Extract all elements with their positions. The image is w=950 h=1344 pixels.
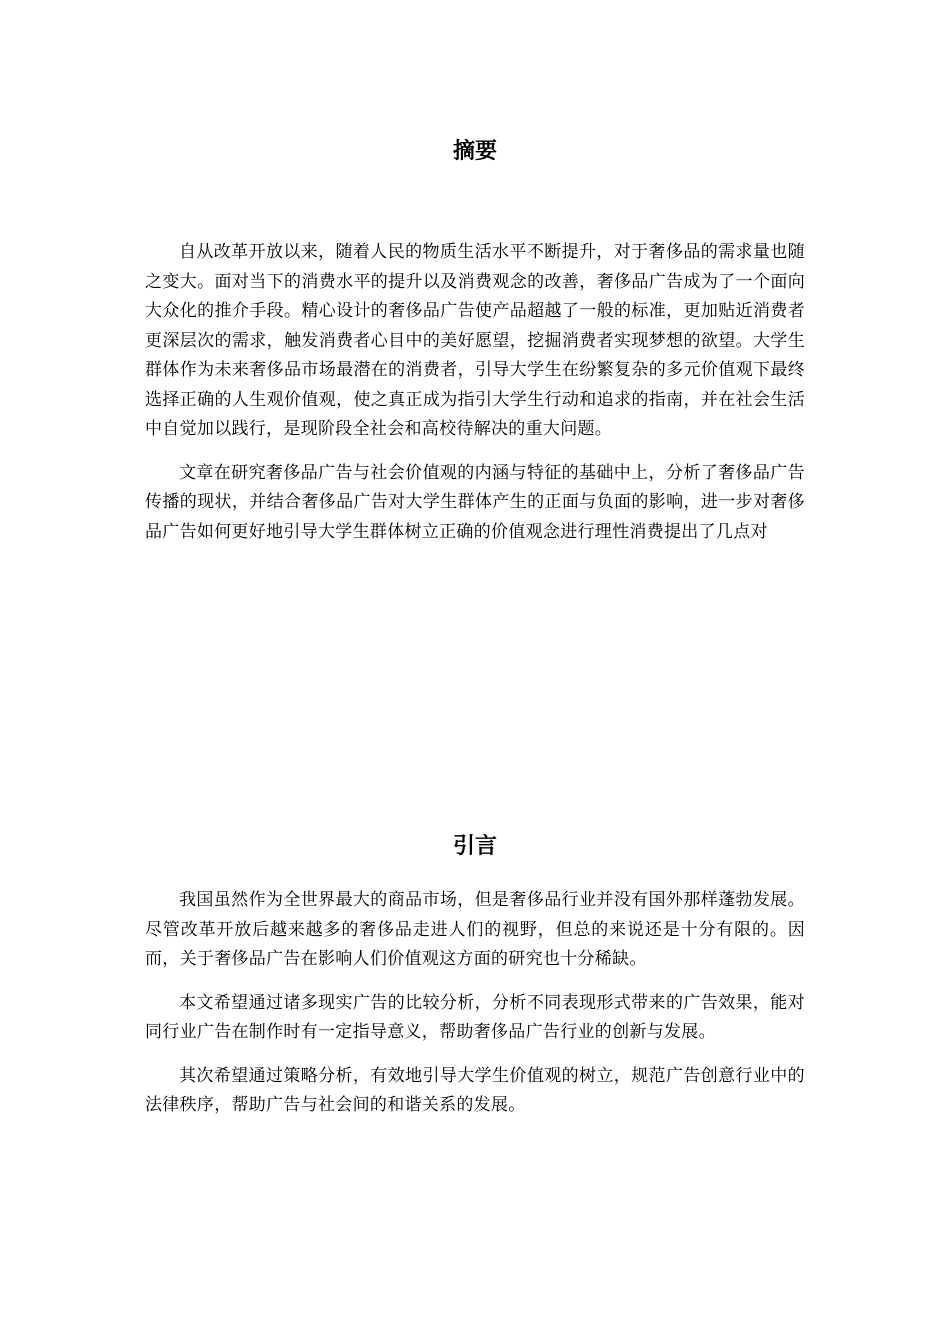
- introduction-paragraph-2: 本文希望通过诸多现实广告的比较分析，分析不同表现形式带来的广告效果，能对同行业广告在制作时有一定指导意义，帮助奢侈品广告行业的创新与发展。: [145, 992, 805, 1042]
- abstract-paragraph-2: 文章在研究奢侈品广告与社会价值观的内涵与特征的基础中上，分析了奢侈品广告传播的现状，并结合奢侈品广告对大学生群体产生的正面与负面的影响，进一步对奢侈品广告如何更好地引导大学生群体树立正确的价值观念进行理性消费提出了几点对: [145, 462, 805, 542]
- introduction-heading: 引言: [452, 834, 497, 859]
- introduction-body: [145, 886, 805, 1135]
- introduction-paragraph-1: 我国虽然作为全世界最大的商品市场，但是奢侈品行业并没有国外那样蓬勃发展。尽管改革开放后越来越多的奢侈品走进人们的视野，但总的来说还是十分有限的。因而，关于奢侈品广告在影响人们价值观这方面的研究也十分稀缺。: [145, 890, 805, 969]
- abstract-body: [145, 238, 805, 561]
- abstract-heading: 摘要: [452, 139, 497, 164]
- abstract-paragraph-1: 自从改革开放以来，随着人民的物质生活水平不断提升，对于奢侈品的需求量也随之变大。面对当下的消费水平的提升以及消费观念的改善，奢侈品广告成为了一个面向大众化的推介手段。精心设计的奢侈品广告使产品超越了一般的标准，更加贴近消费者更深层次的需求，触发消费者心目中的美好愿望，挖掘消费者实现梦想的欲望。大学生群体作为未来奢侈品市场最潜在的消费者，引导大学生在纷繁复杂的多元价值观下最终选择正确的人生观价值观，使之真正成为指引大学生行动和追求的指南，并在社会生活中自觉加以践行，是现阶段全社会和高校待解决的重大问题。: [145, 242, 805, 439]
- introduction-paragraph-3: 其次希望通过策略分析，有效地引导大学生价值观的树立，规范广告创意行业中的法律秩序，帮助广告与社会间的和谐关系的发展。: [145, 1065, 805, 1115]
